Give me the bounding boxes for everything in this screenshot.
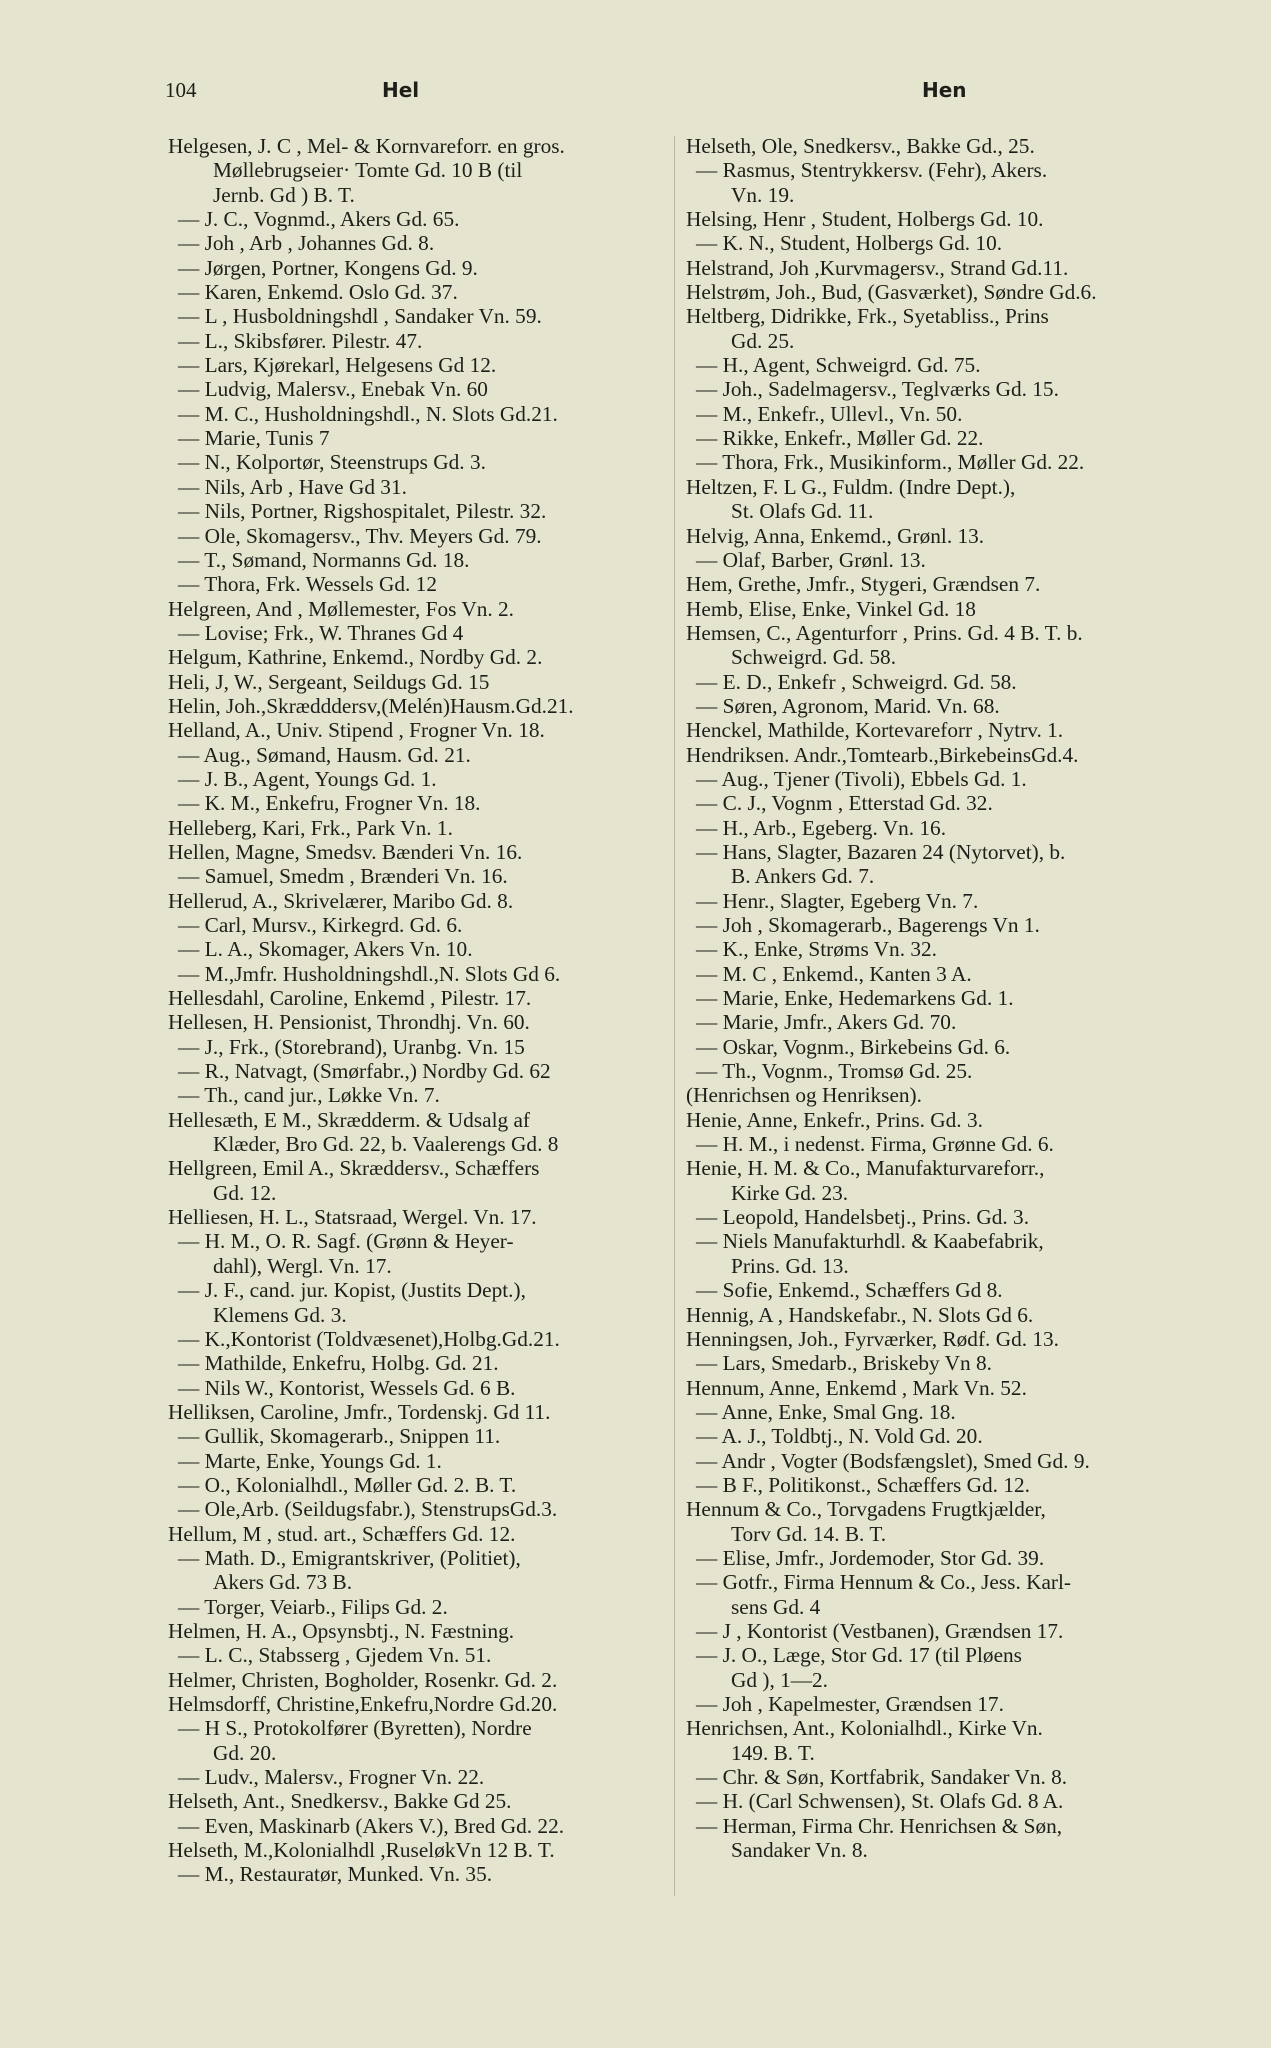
directory-entry bbox=[168, 986, 668, 1010]
directory-entry bbox=[168, 304, 668, 328]
entry-line: — Lars, Kjørekarl, Helgesens Gd 12. bbox=[178, 353, 497, 378]
directory-entry bbox=[686, 1083, 1191, 1107]
directory-entry bbox=[168, 1789, 668, 1813]
entry-line: — Aug., Tjener (Tivoli), Ebbels Gd. 1. bbox=[696, 766, 1027, 791]
directory-entry bbox=[168, 597, 668, 621]
entry-line: Helseth, Ant., Snedkersv., Bakke Gd 25. bbox=[168, 1789, 512, 1814]
entry-line: — Nils, Arb , Have Gd 31. bbox=[178, 474, 407, 499]
entry-line: Helleberg, Kari, Frk., Park Vn. 1. bbox=[168, 815, 453, 840]
entry-line: Henie, H. M. & Co., Manufakturvareforr., bbox=[686, 1156, 1045, 1181]
entry-line: Hemsen, C., Agenturforr , Prins. Gd. 4 B. T. b. bbox=[686, 620, 1083, 645]
directory-entry bbox=[686, 1473, 1191, 1497]
directory-entry bbox=[168, 1229, 668, 1278]
directory-entry bbox=[168, 621, 668, 645]
directory-entry bbox=[168, 1765, 668, 1789]
directory-entry bbox=[686, 572, 1191, 596]
directory-entry bbox=[686, 353, 1191, 377]
directory-entry bbox=[686, 767, 1191, 791]
entry-line: Helliksen, Caroline, Jmfr., Tordenskj. Gd 11. bbox=[168, 1399, 551, 1424]
directory-entry bbox=[168, 1595, 668, 1619]
directory-entry bbox=[686, 1643, 1191, 1692]
entry-line: — T., Sømand, Normanns Gd. 18. bbox=[178, 547, 470, 572]
entry-line: Akers Gd. 73 B. bbox=[213, 1570, 353, 1595]
entry-line: — H. M., i nedenst. Firma, Grønne Gd. 6. bbox=[696, 1132, 1054, 1157]
entry-line: Gd. 25. bbox=[731, 328, 795, 353]
entry-line: — L , Husboldningshdl , Sandaker Vn. 59. bbox=[178, 304, 542, 329]
directory-entry bbox=[168, 816, 668, 840]
directory-entry bbox=[686, 402, 1191, 426]
entry-line: — J , Kontorist (Vestbanen), Grændsen 17. bbox=[696, 1618, 1064, 1643]
directory-entry bbox=[168, 1376, 668, 1400]
directory-entry bbox=[686, 1424, 1191, 1448]
directory-entry bbox=[168, 426, 668, 450]
entry-line: — Torger, Veiarb., Filips Gd. 2. bbox=[178, 1594, 448, 1619]
entry-line: Hennum & Co., Torvgadens Frugtkjælder, bbox=[686, 1497, 1046, 1522]
directory-entry bbox=[686, 743, 1191, 767]
directory-entry bbox=[168, 1619, 668, 1643]
entry-line: — Elise, Jmfr., Jordemoder, Stor Gd. 39. bbox=[696, 1545, 1045, 1570]
directory-entry bbox=[168, 1668, 668, 1692]
directory-entry bbox=[168, 499, 668, 523]
directory-entry bbox=[686, 1546, 1191, 1570]
entry-line: — N., Kolportør, Steenstrups Gd. 3. bbox=[178, 450, 486, 475]
directory-entry bbox=[686, 1570, 1191, 1619]
entry-line: Hendriksen. Andr.,Tomtearb.,BirkebeinsGd.4. bbox=[686, 742, 1079, 767]
directory-entry bbox=[686, 621, 1191, 670]
entry-line: Jernb. Gd ) B. T. bbox=[213, 182, 355, 207]
directory-entry bbox=[686, 1010, 1191, 1034]
directory-entry bbox=[168, 1522, 668, 1546]
entry-line: — M. C., Husholdningshdl., N. Slots Gd.21. bbox=[178, 401, 558, 426]
entry-line: Hellesæth, E M., Skrædderm. & Udsalg af bbox=[168, 1107, 531, 1132]
directory-entry bbox=[168, 1035, 668, 1059]
directory-entry bbox=[686, 304, 1191, 353]
entry-line: Helliesen, H. L., Statsraad, Wergel. Vn. 17. bbox=[168, 1205, 537, 1230]
directory-entry bbox=[168, 645, 668, 669]
directory-entry bbox=[686, 256, 1191, 280]
directory-entry bbox=[686, 280, 1191, 304]
page-header bbox=[0, 78, 1271, 114]
directory-entry bbox=[168, 1059, 668, 1083]
directory-entry bbox=[168, 377, 668, 401]
entry-line: Helland, A., Univ. Stipend , Frogner Vn. 18. bbox=[168, 718, 545, 743]
directory-entry bbox=[686, 889, 1191, 913]
entry-line: Klæder, Bro Gd. 22, b. Vaalerengs Gd. 8 bbox=[213, 1132, 559, 1157]
entry-line: — Rikke, Enkefr., Møller Gd. 22. bbox=[696, 426, 984, 451]
entry-line: — Ludv., Malersv., Frogner Vn. 22. bbox=[178, 1765, 485, 1790]
directory-entry bbox=[686, 718, 1191, 742]
left-guide-word: Hel bbox=[382, 78, 420, 102]
entry-line: Helmer, Christen, Bogholder, Rosenkr. Gd. 2. bbox=[168, 1667, 558, 1692]
directory-entry bbox=[168, 450, 668, 474]
directory-entry bbox=[686, 1351, 1191, 1375]
entry-line: Vn. 19. bbox=[731, 182, 795, 207]
entry-line: — Herman, Firma Chr. Henrichsen & Søn, bbox=[696, 1813, 1063, 1838]
entry-line: — L. A., Skomager, Akers Vn. 10. bbox=[178, 937, 473, 962]
entry-line: Helmen, H. A., Opsynsbtj., N. Fæstning. bbox=[168, 1618, 515, 1643]
directory-entry bbox=[686, 231, 1191, 255]
directory-entry bbox=[686, 1497, 1191, 1546]
entry-line: (Henrichsen og Henriksen). bbox=[686, 1083, 922, 1108]
directory-entry bbox=[686, 1716, 1191, 1765]
entry-line: — K. N., Student, Holbergs Gd. 10. bbox=[696, 231, 1003, 256]
entry-line: — J. C., Vognmd., Akers Gd. 65. bbox=[178, 207, 460, 232]
entry-line: Hellerud, A., Skrivelærer, Maribo Gd. 8. bbox=[168, 888, 514, 913]
entry-line: Hennum, Anne, Enkemd , Mark Vn. 52. bbox=[686, 1375, 1027, 1400]
entry-line: — Nils, Portner, Rigshospitalet, Pilestr. 32. bbox=[178, 499, 547, 524]
directory-entry bbox=[168, 1716, 668, 1765]
entry-line: — Sofie, Enkemd., Schæffers Gd 8. bbox=[696, 1278, 1003, 1303]
directory-entry bbox=[168, 743, 668, 767]
entry-line: — M.,Jmfr. Husholdningshdl.,N. Slots Gd 6. bbox=[178, 961, 561, 986]
entry-line: — Math. D., Emigrantskriver, (Politiet), bbox=[178, 1545, 521, 1570]
directory-entry bbox=[168, 1424, 668, 1448]
directory-entry bbox=[168, 1400, 668, 1424]
entry-line: — Joh., Sadelmagersv., Teglværks Gd. 15. bbox=[696, 377, 1059, 402]
directory-entry bbox=[168, 548, 668, 572]
entry-line: — Chr. & Søn, Kortfabrik, Sandaker Vn. 8. bbox=[696, 1765, 1068, 1790]
entry-line: Hellesen, H. Pensionist, Throndhj. Vn. 60. bbox=[168, 1010, 530, 1035]
entry-line: 149. B. T. bbox=[731, 1740, 815, 1765]
directory-entry bbox=[686, 1400, 1191, 1424]
directory-entry bbox=[168, 231, 668, 255]
directory-entry bbox=[686, 1692, 1191, 1716]
directory-entry bbox=[686, 450, 1191, 474]
directory-entry bbox=[686, 1765, 1191, 1789]
directory-entry bbox=[168, 1327, 668, 1351]
directory-entry bbox=[686, 158, 1191, 207]
entry-line: — Oskar, Vognm., Birkebeins Gd. 6. bbox=[696, 1034, 1011, 1059]
directory-entry bbox=[168, 1010, 668, 1034]
directory-entry bbox=[168, 1205, 668, 1229]
entry-line: — Jørgen, Portner, Kongens Gd. 9. bbox=[178, 255, 478, 280]
entry-line: — L., Skibsfører. Pilestr. 47. bbox=[178, 328, 423, 353]
entry-line: — Anne, Enke, Smal Gng. 18. bbox=[696, 1399, 956, 1424]
entry-line: — B F., Politikonst., Schæffers Gd. 12. bbox=[696, 1472, 1030, 1497]
directory-entry bbox=[686, 816, 1191, 840]
directory-entry bbox=[168, 329, 668, 353]
directory-entry bbox=[686, 913, 1191, 937]
directory-entry bbox=[168, 1692, 668, 1716]
directory-entry bbox=[168, 913, 668, 937]
column-divider bbox=[674, 136, 675, 1896]
directory-entry bbox=[168, 1351, 668, 1375]
entry-line: Helseth, Ole, Snedkersv., Bakke Gd., 25. bbox=[686, 134, 1035, 158]
directory-entry bbox=[168, 572, 668, 596]
entry-line: dahl), Wergl. Vn. 17. bbox=[213, 1253, 392, 1278]
entry-line: — Mathilde, Enkefru, Holbg. Gd. 21. bbox=[178, 1351, 499, 1376]
entry-line: Schweigrd. Gd. 58. bbox=[731, 645, 897, 670]
entry-line: — E. D., Enkefr , Schweigrd. Gd. 58. bbox=[696, 669, 1017, 694]
entry-line: — Carl, Mursv., Kirkegrd. Gd. 6. bbox=[178, 913, 463, 937]
entry-line: B. Ankers Gd. 7. bbox=[731, 864, 875, 889]
entry-line: Gd. 12. bbox=[213, 1180, 277, 1205]
directory-entry bbox=[168, 840, 668, 864]
entry-line: Henie, Anne, Enkefr., Prins. Gd. 3. bbox=[686, 1107, 983, 1132]
entry-line: — Karen, Enkemd. Oslo Gd. 37. bbox=[178, 280, 458, 305]
entry-line: — Aug., Sømand, Hausm. Gd. 21. bbox=[178, 742, 471, 767]
directory-entry bbox=[686, 548, 1191, 572]
entry-line: Helstrand, Joh ,Kurvmagersv., Strand Gd.11. bbox=[686, 255, 1069, 280]
directory-entry bbox=[168, 1083, 668, 1107]
entry-line: Klemens Gd. 3. bbox=[213, 1302, 347, 1327]
entry-line: — Th., Vognm., Tromsø Gd. 25. bbox=[696, 1059, 973, 1084]
entry-line: — Andr , Vogter (Bodsfængslet), Smed Gd. 9. bbox=[696, 1448, 1090, 1473]
entry-line: — H. (Carl Schwensen), St. Olafs Gd. 8 A. bbox=[696, 1789, 1064, 1814]
directory-entry bbox=[168, 767, 668, 791]
entry-line: — J. B., Agent, Youngs Gd. 1. bbox=[178, 766, 437, 791]
entry-line: Helsing, Henr , Student, Holbergs Gd. 10. bbox=[686, 207, 1044, 232]
directory-entry bbox=[686, 1132, 1191, 1156]
entry-line: sens Gd. 4 bbox=[731, 1594, 821, 1619]
entry-line: — Joh , Kapelmester, Grændsen 17. bbox=[696, 1692, 1004, 1716]
entry-line: Helin, Joh.,Skrædddersv,(Melén)Hausm.Gd.21. bbox=[168, 693, 574, 718]
entry-line: — A. J., Toldbtj., N. Vold Gd. 20. bbox=[696, 1424, 983, 1449]
entry-line: Hellesdahl, Caroline, Enkemd , Pilestr. 17. bbox=[168, 986, 532, 1011]
entry-line: — M. C , Enkemd., Kanten 3 A. bbox=[696, 961, 972, 986]
right-guide-word: Hen bbox=[922, 78, 967, 102]
entry-line: Kirke Gd. 23. bbox=[731, 1180, 849, 1205]
directory-entry bbox=[686, 426, 1191, 450]
entry-line: Helgesen, J. C , Mel- & Kornvareforr. en gros. bbox=[168, 134, 565, 158]
entry-line: — Ole, Skomagersv., Thv. Meyers Gd. 79. bbox=[178, 523, 542, 548]
directory-entry bbox=[686, 1303, 1191, 1327]
entry-line: Hennig, A , Handskefabr., N. Slots Gd 6. bbox=[686, 1302, 1034, 1327]
directory-entry bbox=[168, 1862, 668, 1886]
directory-entry bbox=[168, 1643, 668, 1667]
entry-line: — Olaf, Barber, Grønl. 13. bbox=[696, 547, 926, 572]
directory-entry bbox=[686, 1327, 1191, 1351]
directory-entry bbox=[168, 1814, 668, 1838]
directory-entry bbox=[686, 1059, 1191, 1083]
directory-entry bbox=[168, 402, 668, 426]
directory-entry bbox=[686, 1278, 1191, 1302]
entry-line: — Henr., Slagter, Egeberg Vn. 7. bbox=[696, 888, 979, 913]
directory-entry bbox=[686, 597, 1191, 621]
directory-entry bbox=[686, 1108, 1191, 1132]
entry-line: — Rasmus, Stentrykkersv. (Fehr), Akers. bbox=[696, 158, 1048, 183]
directory-entry bbox=[168, 475, 668, 499]
entry-line: — M., Restauratør, Munked. Vn. 35. bbox=[178, 1862, 493, 1887]
entry-line: — M., Enkefr., Ullevl., Vn. 50. bbox=[696, 401, 963, 426]
entry-line: — O., Kolonialhdl., Møller Gd. 2. B. T. bbox=[178, 1472, 517, 1497]
entry-line: Helmsdorff, Christine,Enkefru,Nordre Gd.20. bbox=[168, 1692, 558, 1716]
entry-line: — Even, Maskinarb (Akers V.), Bred Gd. 22. bbox=[178, 1813, 565, 1838]
entry-line: — Samuel, Smedm , Brænderi Vn. 16. bbox=[178, 864, 508, 889]
directory-entry bbox=[168, 134, 668, 207]
directory-entry bbox=[686, 986, 1191, 1010]
directory-entry bbox=[686, 670, 1191, 694]
entry-line: — H., Agent, Schweigrd. Gd. 75. bbox=[696, 353, 981, 378]
entry-line: — K. M., Enkefru, Frogner Vn. 18. bbox=[178, 791, 481, 816]
directory-entry bbox=[168, 1108, 668, 1157]
entry-line: — Leopold, Handelsbetj., Prins. Gd. 3. bbox=[696, 1205, 1030, 1230]
entry-line: — Marie, Enke, Hedemarkens Gd. 1. bbox=[696, 986, 1014, 1011]
directory-entry bbox=[168, 889, 668, 913]
entry-line: — Th., cand jur., Løkke Vn. 7. bbox=[178, 1083, 440, 1108]
entry-line: Henrichsen, Ant., Kolonialhdl., Kirke Vn. bbox=[686, 1716, 1043, 1741]
directory-entry bbox=[686, 1619, 1191, 1643]
entry-line: — Joh , Skomagerarb., Bagerengs Vn 1. bbox=[696, 913, 1040, 937]
directory-entry bbox=[686, 791, 1191, 815]
directory-entry bbox=[686, 1156, 1191, 1205]
directory-entry bbox=[168, 1473, 668, 1497]
directory-entry bbox=[686, 475, 1191, 524]
directory-entry bbox=[686, 840, 1191, 889]
directory-entry bbox=[168, 524, 668, 548]
entry-line: — Nils W., Kontorist, Wessels Gd. 6 B. bbox=[178, 1375, 516, 1400]
entry-line: — J., Frk., (Storebrand), Uranbg. Vn. 15 bbox=[178, 1034, 525, 1059]
entry-line: — K.,Kontorist (Toldvæsenet),Holbg.Gd.21. bbox=[178, 1326, 560, 1351]
entry-line: Heli, J, W., Sergeant, Seildugs Gd. 15 bbox=[168, 669, 490, 694]
entry-line: — Ludvig, Malersv., Enebak Vn. 60 bbox=[178, 377, 488, 402]
directory-entry bbox=[168, 353, 668, 377]
directory-entry bbox=[686, 1449, 1191, 1473]
entry-line: — Marte, Enke, Youngs Gd. 1. bbox=[178, 1448, 442, 1473]
directory-entry bbox=[686, 207, 1191, 231]
entry-line: — Gotfr., Firma Hennum & Co., Jess. Karl- bbox=[696, 1570, 1072, 1595]
entry-line: — Marie, Jmfr., Akers Gd. 70. bbox=[696, 1010, 957, 1035]
entry-line: Hemb, Elise, Enke, Vinkel Gd. 18 bbox=[686, 596, 976, 621]
entry-line: — Ole,Arb. (Seildugsfabr.), StenstrupsGd.3. bbox=[178, 1497, 558, 1522]
directory-entry bbox=[168, 1449, 668, 1473]
entry-line: — Lovise; Frk., W. Thranes Gd 4 bbox=[178, 620, 464, 645]
entry-line: Henckel, Mathilde, Kortevareforr , Nytrv. 1. bbox=[686, 718, 1064, 743]
entry-line: Hellum, M , stud. art., Schæffers Gd. 12. bbox=[168, 1521, 516, 1546]
directory-entry bbox=[168, 694, 668, 718]
directory-entry bbox=[168, 1497, 668, 1521]
directory-entry bbox=[686, 1789, 1191, 1813]
page-number: 104 bbox=[165, 78, 197, 102]
entry-line: — Hans, Slagter, Bazaren 24 (Nytorvet), b. bbox=[696, 839, 1066, 864]
directory-entry bbox=[168, 207, 668, 231]
directory-entry bbox=[168, 962, 668, 986]
entry-line: Helseth, M.,Kolonialhdl ,RuseløkVn 12 B. T. bbox=[168, 1838, 555, 1863]
entry-line: Gd ), 1—2. bbox=[731, 1667, 829, 1692]
entry-line: — C. J., Vognm , Etterstad Gd. 32. bbox=[696, 791, 993, 816]
entry-line: Hem, Grethe, Jmfr., Stygeri, Grændsen 7. bbox=[686, 572, 1041, 597]
entry-line: — H., Arb., Egeberg. Vn. 16. bbox=[696, 815, 947, 840]
entry-line: St. Olafs Gd. 11. bbox=[731, 499, 874, 524]
entry-line: — Niels Manufakturhdl. & Kaabefabrik, bbox=[696, 1229, 1044, 1254]
directory-entry bbox=[168, 718, 668, 742]
entry-line: Helvig, Anna, Enkemd., Grønl. 13. bbox=[686, 523, 985, 548]
entry-line: — Thora, Frk. Wessels Gd. 12 bbox=[178, 572, 437, 597]
entry-line: Gd. 20. bbox=[213, 1740, 277, 1765]
entry-line: — H S., Protokolfører (Byretten), Nordre bbox=[178, 1716, 532, 1741]
entry-line: Helgum, Kathrine, Enkemd., Nordby Gd. 2. bbox=[168, 645, 543, 670]
entry-line: — Marie, Tunis 7 bbox=[178, 426, 330, 451]
directory-entry bbox=[686, 937, 1191, 961]
entry-line: Henningsen, Joh., Fyrværker, Rødf. Gd. 13. bbox=[686, 1326, 1059, 1351]
directory-entry bbox=[168, 280, 668, 304]
directory-entry bbox=[168, 1278, 668, 1327]
left-column bbox=[168, 134, 668, 1887]
directory-entry bbox=[168, 791, 668, 815]
entry-line: Hellen, Magne, Smedsv. Bænderi Vn. 16. bbox=[168, 839, 523, 864]
right-column bbox=[686, 134, 1191, 1862]
directory-entry bbox=[686, 1205, 1191, 1229]
entry-line: — J. O., Læge, Stor Gd. 17 (til Pløens bbox=[696, 1643, 1022, 1668]
entry-line: — R., Natvagt, (Smørfabr.,) Nordby Gd. 62 bbox=[178, 1059, 551, 1084]
directory-entry bbox=[168, 670, 668, 694]
directory-entry bbox=[686, 1814, 1191, 1863]
entry-line: — K., Enke, Strøms Vn. 32. bbox=[696, 937, 937, 962]
entry-line: Helstrøm, Joh., Bud, (Gasværket), Søndre Gd.6. bbox=[686, 280, 1097, 305]
entry-line: — Lars, Smedarb., Briskeby Vn 8. bbox=[696, 1351, 992, 1376]
directory-entry bbox=[686, 1376, 1191, 1400]
entry-line: — Thora, Frk., Musikinform., Møller Gd. 22. bbox=[696, 450, 1085, 475]
directory-entry bbox=[168, 937, 668, 961]
directory-entry bbox=[686, 377, 1191, 401]
directory-entry bbox=[686, 1229, 1191, 1278]
entry-line: — L. C., Stabsserg , Gjedem Vn. 51. bbox=[178, 1643, 492, 1668]
entry-line: Møllebrugseier· Tomte Gd. 10 B (til bbox=[213, 158, 523, 183]
entry-line: Heltzen, F. L G., Fuldm. (Indre Dept.), bbox=[686, 474, 1016, 499]
entry-line: Helgreen, And , Møllemester, Fos Vn. 2. bbox=[168, 596, 514, 621]
directory-entry bbox=[686, 524, 1191, 548]
entry-line: — Gullik, Skomagerarb., Snippen 11. bbox=[178, 1424, 501, 1449]
directory-entry bbox=[686, 134, 1191, 158]
entry-line: Prins. Gd. 13. bbox=[731, 1253, 849, 1278]
directory-entry bbox=[168, 256, 668, 280]
entry-line: Sandaker Vn. 8. bbox=[731, 1838, 868, 1863]
entry-line: — Søren, Agronom, Marid. Vn. 68. bbox=[696, 693, 1000, 718]
entry-line: — Joh , Arb , Johannes Gd. 8. bbox=[178, 231, 435, 256]
directory-entry bbox=[686, 694, 1191, 718]
directory-entry bbox=[686, 962, 1191, 986]
directory-entry bbox=[168, 1546, 668, 1595]
entry-line: Heltberg, Didrikke, Frk., Syetabliss., Prins bbox=[686, 304, 1049, 329]
entry-line: Torv Gd. 14. B. T. bbox=[731, 1521, 887, 1546]
entry-line: Hellgreen, Emil A., Skræddersv., Schæffers bbox=[168, 1156, 540, 1181]
directory-entry bbox=[168, 864, 668, 888]
directory-entry bbox=[686, 1035, 1191, 1059]
entry-line: — J. F., cand. jur. Kopist, (Justits Dept.), bbox=[178, 1278, 526, 1303]
directory-entry bbox=[168, 1156, 668, 1205]
directory-entry bbox=[168, 1838, 668, 1862]
entry-line: — H. M., O. R. Sagf. (Grønn & Heyer- bbox=[178, 1229, 514, 1254]
